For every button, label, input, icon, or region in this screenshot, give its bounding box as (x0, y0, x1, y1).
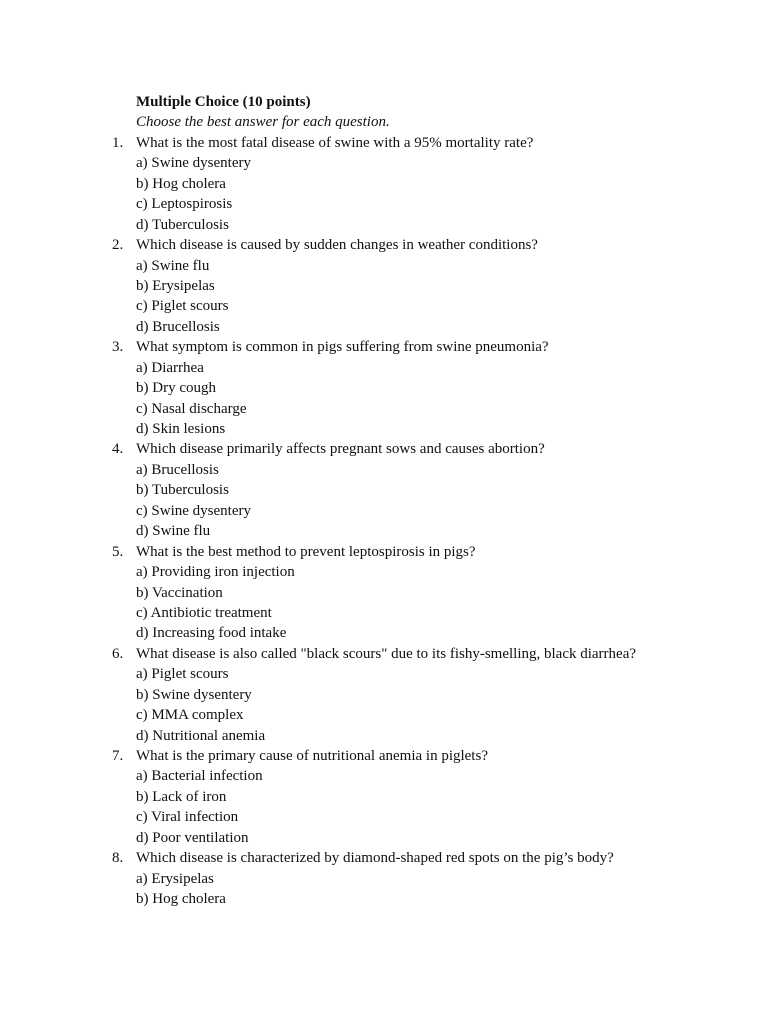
question-text: What disease is also called "black scours" due to its fishy-smelling, black diarrhea? (136, 645, 637, 662)
answer-option: a) Providing iron injection (136, 564, 295, 581)
answer-option: b) Lack of iron (136, 788, 227, 805)
question-number: 6. (112, 645, 124, 662)
question-line (0, 746, 768, 766)
question-text: What is the best method to prevent leptospirosis in pigs? (136, 543, 476, 560)
answer-option: b) Swine dysentery (136, 686, 252, 703)
question-block (0, 644, 768, 746)
question-text: What is the most fatal disease of swine with a 95% mortality rate? (136, 134, 534, 151)
answer-option: c) Leptospirosis (136, 196, 233, 213)
question-line (0, 644, 768, 664)
answer-option: a) Swine flu (136, 257, 210, 274)
question-line (0, 133, 768, 153)
question-block (0, 439, 768, 541)
answer-option: d) Nutritional anemia (136, 727, 266, 744)
question-number: 2. (112, 237, 124, 254)
answer-option: a) Piglet scours (136, 666, 229, 683)
question-number: 4. (112, 441, 124, 458)
answer-option: c) Piglet scours (136, 298, 229, 315)
section-instructions: Choose the best answer for each question. (136, 114, 390, 131)
answer-option: b) Hog cholera (136, 891, 226, 908)
answer-option: c) Swine dysentery (136, 502, 251, 519)
question-line (0, 542, 768, 562)
question-line (0, 235, 768, 255)
question-number: 7. (112, 748, 124, 764)
answer-option: d) Skin lesions (136, 421, 226, 437)
answer-option: a) Erysipelas (136, 870, 214, 887)
answer-option: c) Antibiotic treatment (136, 604, 272, 621)
question-line (0, 848, 768, 868)
question-block (0, 848, 768, 909)
question-text: Which disease is characterized by diamond-shaped red spots on the pig’s body? (136, 850, 614, 867)
question-block (0, 133, 768, 235)
answer-option: d) Swine flu (136, 523, 211, 540)
question-line (0, 337, 768, 357)
question-number: 5. (112, 543, 124, 560)
question-number: 8. (112, 850, 124, 867)
question-block (0, 337, 768, 439)
question-block (0, 746, 768, 848)
question-number: 3. (112, 339, 124, 356)
question-text: What is the primary cause of nutritional anemia in piglets? (136, 748, 488, 764)
question-number: 1. (112, 134, 124, 151)
question-text: What symptom is common in pigs suffering from swine pneumonia? (136, 339, 549, 356)
answer-option: b) Dry cough (136, 380, 216, 397)
answer-option: a) Bacterial infection (136, 768, 263, 785)
answer-option: b) Erysipelas (136, 277, 215, 294)
document-page (0, 92, 768, 910)
answer-option: d) Brucellosis (136, 318, 220, 335)
answer-option: d) Increasing food intake (136, 625, 287, 642)
answer-option: a) Brucellosis (136, 461, 219, 478)
answer-option: b) Hog cholera (136, 175, 226, 192)
question-text: Which disease primarily affects pregnant sows and causes abortion? (136, 441, 545, 458)
question-block (0, 542, 768, 644)
answer-option: b) Tuberculosis (136, 482, 229, 499)
answer-option: a) Swine dysentery (136, 155, 251, 172)
answer-option: d) Poor ventilation (136, 829, 249, 846)
answer-option: a) Diarrhea (136, 359, 204, 376)
question-line (0, 439, 768, 459)
section-heading: Multiple Choice (10 points) (136, 94, 311, 110)
answer-option: b) Vaccination (136, 584, 223, 601)
answer-option: c) Nasal discharge (136, 400, 247, 417)
question-text: Which disease is caused by sudden changes in weather conditions? (136, 237, 538, 254)
question-block (0, 235, 768, 337)
answer-option: c) MMA complex (136, 707, 244, 724)
answer-option: d) Tuberculosis (136, 216, 229, 233)
answer-option: c) Viral infection (136, 809, 239, 826)
